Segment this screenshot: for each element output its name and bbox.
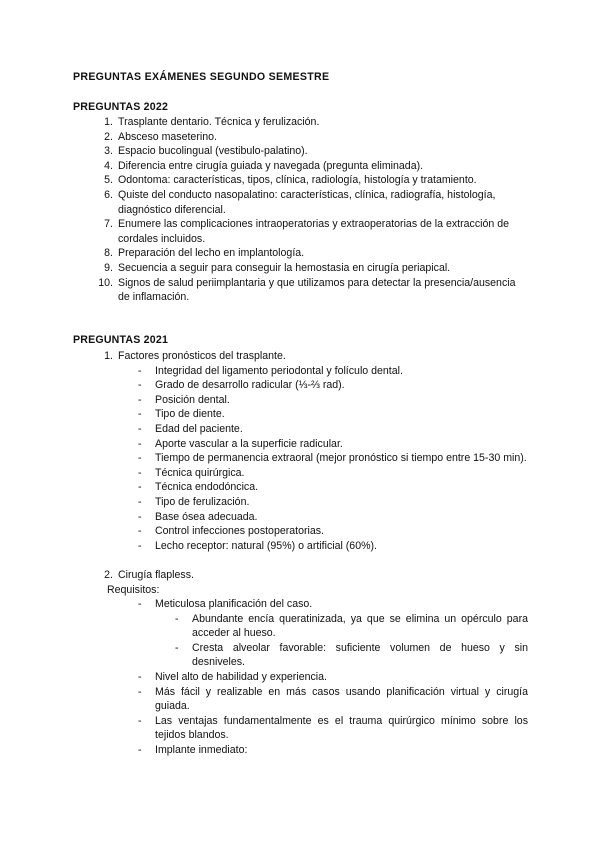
item-number: 2. xyxy=(104,568,113,581)
section-heading-2021: PREGUNTAS 2021 xyxy=(73,334,169,346)
q2-requisites-list xyxy=(81,597,528,758)
item-text: Factores pronósticos del trasplante. xyxy=(118,350,286,362)
bullet-text: Implante inmediato: xyxy=(155,744,248,757)
sub-bullet-list xyxy=(155,612,528,670)
item-text: Diferencia entre cirugía guiada y navegada (pregunta eliminada). xyxy=(118,159,424,172)
bullet-item: - Técnica endodóncica. xyxy=(138,481,259,494)
list-item xyxy=(83,144,528,159)
bullet-text: Nivel alto de habilidad y experiencia. xyxy=(155,671,327,684)
requisites-label: Requisitos: xyxy=(107,583,160,596)
bullet-item: - Tipo de diente. xyxy=(138,408,225,421)
bullet-text: Técnica quirúrgica. xyxy=(155,466,245,479)
list-item xyxy=(83,349,528,553)
bullet-item: - Tipo de ferulización. xyxy=(138,495,250,508)
item-text: Preparación del lecho en implantología. xyxy=(118,247,305,260)
bullet-item: - Grado de desarrollo radicular (⅓-⅔ rad). xyxy=(138,379,345,392)
item-number: 6. xyxy=(104,188,113,201)
bullet-text: Meticulosa planificación del caso. xyxy=(155,598,313,611)
list-item xyxy=(83,188,528,217)
bullet-item: - Meticulosa planificación del caso. - Abundante encía queratinizada, ya que se elimina un opérculo para acceder al hueso. - Cresta alveolar favorable: suficiente volumen de hueso y sin desniveles. xyxy=(138,598,528,669)
bullet-item: - Técnica quirúrgica. xyxy=(138,466,245,479)
sub-bullet-text: Cresta alveolar favorable: suficiente volumen de hueso y sin desniveles. xyxy=(192,641,528,669)
list-item xyxy=(83,115,528,130)
list-item xyxy=(83,568,528,758)
bullet-text: Las ventajas fundamentalmente es el trauma quirúrgico mínimo sobre los tejidos blandos. xyxy=(155,714,528,742)
q1-factors-list xyxy=(81,364,528,554)
item-text: Odontoma: características, tipos, clínica, radiología, histología y tratamiento. xyxy=(118,174,477,187)
item-text: Enumere las complicaciones intraoperatorias y extraoperatorias de la extracción de cordales incluidos. xyxy=(118,218,509,245)
item-number: 2. xyxy=(104,130,113,143)
bullet-text: Lecho receptor: natural (95%) o artificial (60%). xyxy=(155,539,377,552)
bullet-text: Aporte vascular a la superficie radicular. xyxy=(155,437,343,450)
item-number: 3. xyxy=(104,145,113,158)
bullet-item: - Más fácil y realizable en más casos usando planificación virtual y cirugía guiada. xyxy=(138,685,528,713)
list-item xyxy=(83,246,528,261)
bullet-text: Integridad del ligamento periodontal y folículo dental. xyxy=(155,364,403,377)
item-number: 1. xyxy=(104,116,113,128)
item-text: Cirugía flapless. xyxy=(118,568,194,581)
item-number: 5. xyxy=(104,174,113,187)
item-text: Absceso maseterino. xyxy=(118,130,217,143)
bullet-text: Grado de desarrollo radicular (⅓-⅔ rad). xyxy=(155,379,345,392)
sub-bullet-item: - Cresta alveolar favorable: suficiente volumen de hueso y sin desniveles. xyxy=(175,641,528,669)
bullet-item: - Tiempo de permanencia extraoral (mejor pronóstico si tiempo entre 15-30 min). xyxy=(138,452,527,465)
list-item xyxy=(83,217,528,246)
bullet-text: Tiempo de permanencia extraoral (mejor pronóstico si tiempo entre 15-30 min). xyxy=(155,452,527,465)
list-item xyxy=(83,261,528,276)
bullet-item: - Aporte vascular a la superficie radicular. xyxy=(138,437,343,450)
bullet-item: - Implante inmediato: xyxy=(138,744,248,757)
bullet-item: - Lecho receptor: natural (95%) o artificial (60%). xyxy=(138,539,377,552)
document-title: PREGUNTAS EXÁMENES SEGUNDO SEMESTRE xyxy=(73,71,330,83)
item-text: Secuencia a seguir para conseguir la hemostasia en cirugía periapical. xyxy=(118,261,451,274)
bullet-text: Técnica endodóncica. xyxy=(155,481,259,494)
bullet-text: Base ósea adecuada. xyxy=(155,510,258,523)
list-item xyxy=(83,276,528,305)
bullet-item: - Edad del paciente. xyxy=(138,422,243,435)
list-item xyxy=(83,130,528,145)
item-number: 4. xyxy=(104,159,113,172)
item-text: Espacio bucolingual (vestibulo-palatino). xyxy=(118,145,308,158)
item-number: 10. xyxy=(98,276,113,289)
bullet-item: - Las ventajas fundamentalmente es el trauma quirúrgico mínimo sobre los tejidos blandos. xyxy=(138,714,528,742)
questions-2022-list xyxy=(83,115,528,305)
item-number: 9. xyxy=(104,261,113,274)
questions-2021-list xyxy=(83,349,528,758)
item-text: Signos de salud periimplantaria y que utilizamos para detectar la presencia/ausencia de inflamación. xyxy=(118,276,516,304)
item-number: 8. xyxy=(104,247,113,260)
bullet-item: - Integridad del ligamento periodontal y folículo dental. xyxy=(138,364,403,377)
item-number: 7. xyxy=(104,218,113,231)
bullet-text: Tipo de ferulización. xyxy=(155,495,250,508)
bullet-item: - Nivel alto de habilidad y experiencia. xyxy=(138,671,327,684)
bullet-text: Más fácil y realizable en más casos usando planificación virtual y cirugía guiada. xyxy=(155,685,528,713)
bullet-text: Posición dental. xyxy=(155,393,230,406)
item-text: Quiste del conducto nasopalatino: características, clínica, radiografía, histología, diagnóstico diferencial. xyxy=(118,188,496,216)
list-item xyxy=(83,173,528,188)
bullet-item: - Posición dental. xyxy=(138,393,230,406)
bullet-text: Edad del paciente. xyxy=(155,422,243,435)
item-number: 1. xyxy=(104,350,113,362)
sub-bullet-text: Abundante encía queratinizada, ya que se elimina un opérculo para acceder al hueso. xyxy=(192,612,528,640)
bullet-text: Tipo de diente. xyxy=(155,408,225,421)
section-heading-2022: PREGUNTAS 2022 xyxy=(73,101,169,113)
item-text: Trasplante dentario. Técnica y ferulización. xyxy=(118,116,320,128)
bullet-item: - Base ósea adecuada. xyxy=(138,510,258,523)
list-item xyxy=(83,159,528,174)
bullet-item: - Control infecciones postoperatorias. xyxy=(138,525,325,538)
bullet-text: Control infecciones postoperatorias. xyxy=(155,525,325,538)
sub-bullet-item: - Abundante encía queratinizada, ya que se elimina un opérculo para acceder al hueso. xyxy=(175,612,528,640)
